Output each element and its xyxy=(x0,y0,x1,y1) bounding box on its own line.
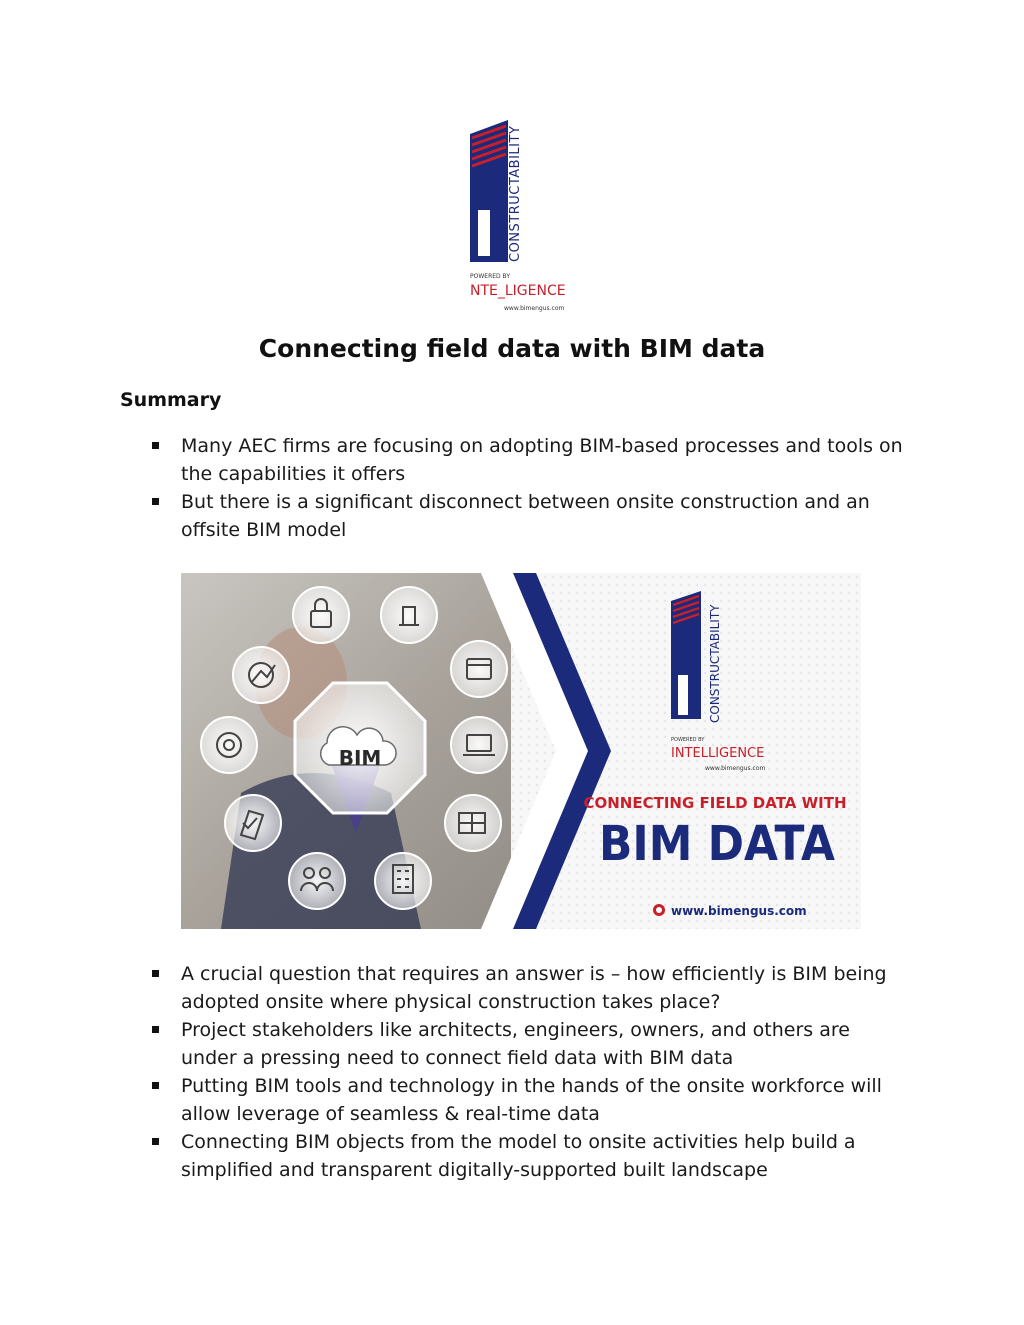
list-item: Many AEC firms are focusing on adopting BIM-based processes and tools on the capabilities it offers xyxy=(0,432,911,488)
logo-brand-vertical: CONSTRUCTABILITY xyxy=(508,125,523,262)
hero-image xyxy=(181,573,861,929)
list-item: Project stakeholders like architects, engineers, owners, and others are under a pressing need to connect field data with BIM data xyxy=(0,1016,911,1072)
hero-brand-name: INTELLIGENCE xyxy=(671,746,765,761)
hero-footer-url: www.bimengus.com xyxy=(671,904,807,918)
constructability-logo xyxy=(416,114,608,316)
bullet-square-icon xyxy=(152,1138,159,1145)
hero-headline-small: CONNECTING FIELD DATA WITH xyxy=(583,794,847,812)
list-item: Putting BIM tools and technology in the hands of the onsite workforce will allow leverage of seamless & real-time data xyxy=(0,1072,911,1128)
logo-brand-name: NTE_LIGENCE xyxy=(470,283,566,299)
hero-brand-vertical: CONSTRUCTABILITY xyxy=(708,604,722,723)
summary-list xyxy=(0,432,1024,544)
detail-list xyxy=(0,960,1024,1184)
hero-bim-label: BIM xyxy=(338,746,382,770)
list-item: Connecting BIM objects from the model to onsite activities help build a simplified and transparent digitally-supported built landscape xyxy=(0,1128,911,1184)
bullet-square-icon xyxy=(152,442,159,449)
summary-heading: Summary xyxy=(120,389,222,411)
logo-url: www.bimengus.com xyxy=(504,305,565,312)
list-item: A crucial question that requires an answer is – how efficiently is BIM being adopted onsite where physical construction takes place? xyxy=(0,960,911,1016)
hero-small-url: www.bimengus.com xyxy=(705,765,766,772)
page-title: Connecting field data with BIM data xyxy=(258,334,766,363)
bullet-square-icon xyxy=(152,970,159,977)
logo-powered-by: POWERED BY xyxy=(470,273,511,280)
bullet-square-icon xyxy=(152,1082,159,1089)
hero-headline-big: BIM DATA xyxy=(599,816,835,872)
bullet-square-icon xyxy=(152,498,159,505)
hero-powered-by: POWERED BY xyxy=(671,737,705,743)
bullet-square-icon xyxy=(152,1026,159,1033)
list-item: But there is a significant disconnect between onsite construction and an offsite BIM model xyxy=(0,488,911,544)
